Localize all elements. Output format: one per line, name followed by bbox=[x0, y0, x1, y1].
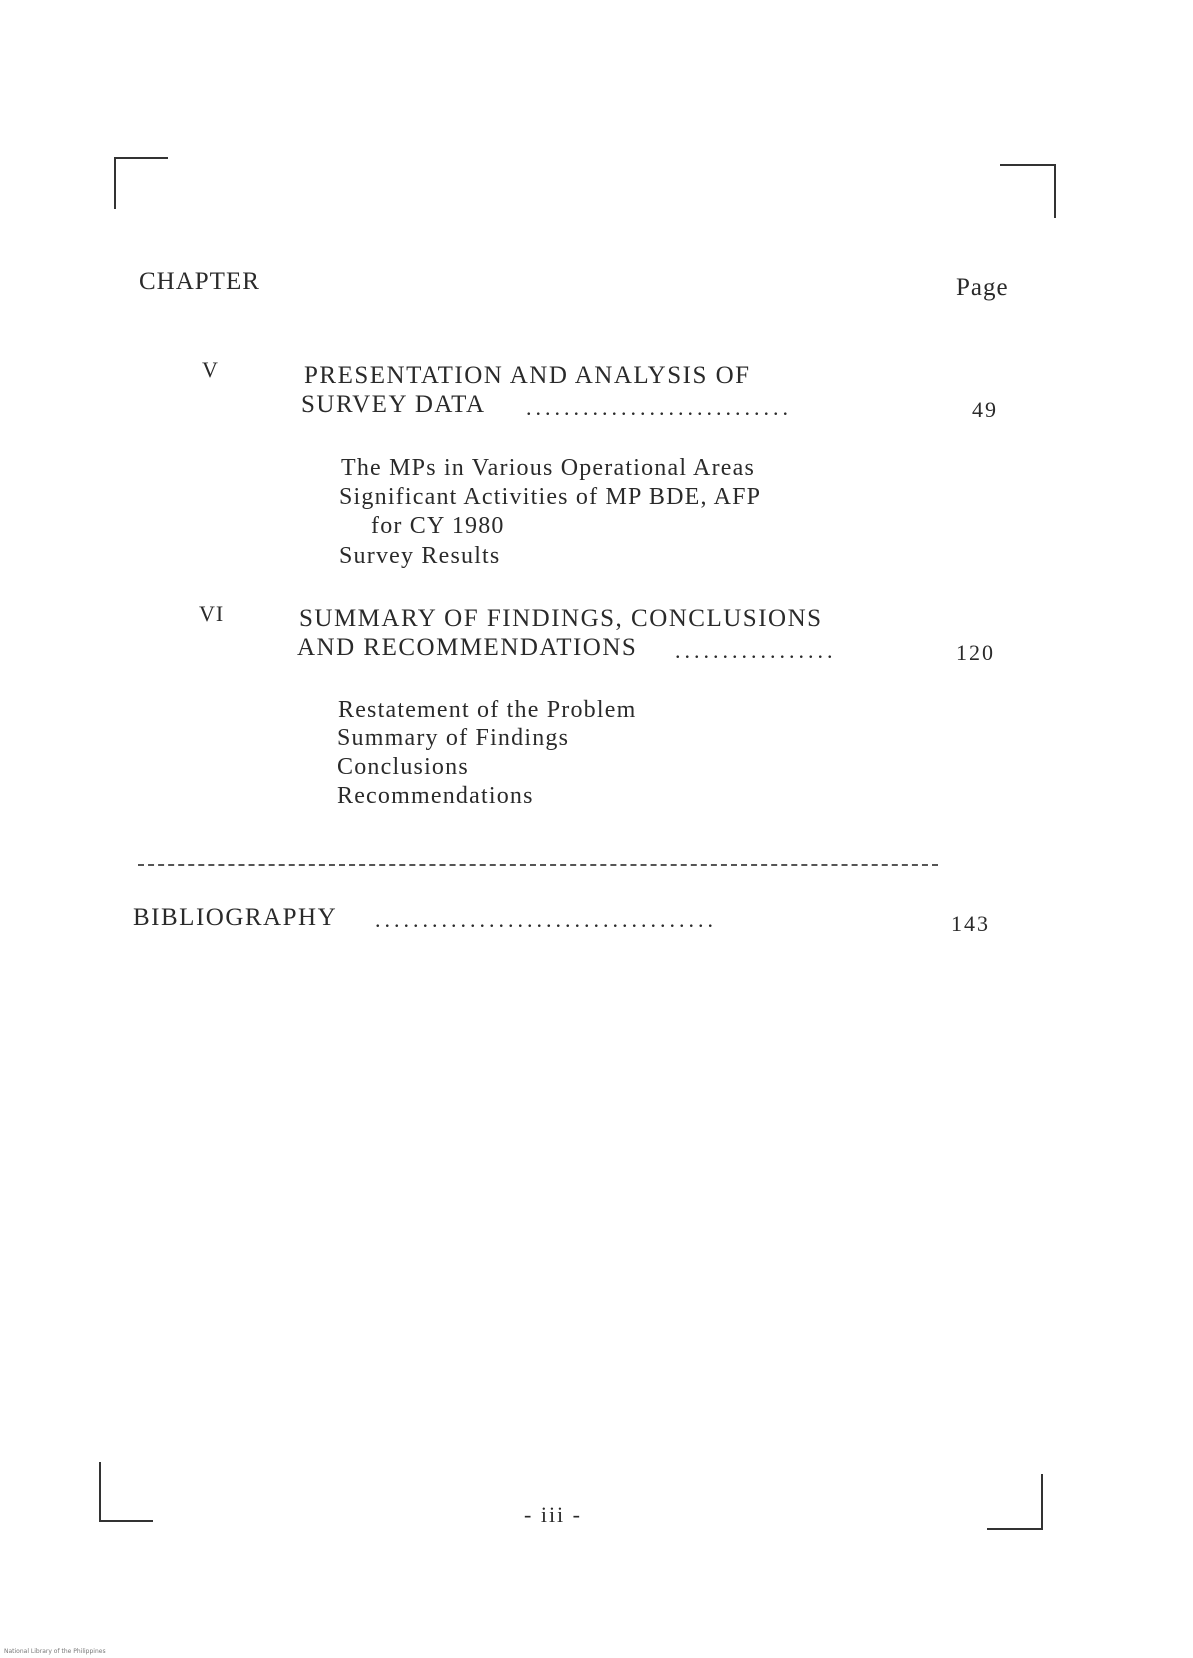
dashed-divider bbox=[138, 864, 938, 866]
crop-mark-bottom-left bbox=[99, 1462, 153, 1522]
chapter-title-line: AND RECOMMENDATIONS bbox=[297, 634, 638, 661]
chapter-number: VI bbox=[199, 601, 225, 626]
footer-page-number: - iii - bbox=[524, 1502, 582, 1527]
chapter-title-line: SUMMARY OF FINDINGS, CONCLUSIONS bbox=[299, 605, 823, 632]
scan-footer-text: National Library of the Philippines bbox=[4, 1648, 106, 1655]
subsection-item: for CY 1980 bbox=[371, 513, 505, 539]
dot-leader: ................. bbox=[675, 638, 837, 663]
chapter-page-number: 49 bbox=[972, 397, 998, 422]
chapter-title-line: SURVEY DATA bbox=[301, 391, 486, 418]
subsection-item: Summary of Findings bbox=[337, 725, 570, 751]
subsection-item: The MPs in Various Operational Areas bbox=[341, 455, 756, 481]
subsection-item: Restatement of the Problem bbox=[338, 697, 637, 723]
chapter-column-header: CHAPTER bbox=[139, 268, 260, 295]
subsection-item: Survey Results bbox=[339, 543, 501, 569]
chapter-number: V bbox=[202, 357, 219, 382]
dot-leader: ............................ bbox=[526, 395, 792, 420]
chapter-page-number: 120 bbox=[956, 640, 995, 665]
subsection-item: Significant Activities of MP BDE, AFP bbox=[339, 484, 762, 510]
bibliography-page-number: 143 bbox=[951, 911, 990, 936]
bibliography-label: BIBLIOGRAPHY bbox=[133, 904, 338, 931]
crop-mark-top-left bbox=[114, 157, 168, 209]
page-column-header: Page bbox=[956, 274, 1009, 301]
crop-mark-bottom-right bbox=[987, 1474, 1043, 1530]
chapter-title-line: PRESENTATION AND ANALYSIS OF bbox=[304, 362, 751, 389]
subsection-item: Recommendations bbox=[337, 783, 534, 809]
crop-mark-top-right bbox=[1000, 164, 1056, 218]
subsection-item: Conclusions bbox=[337, 754, 469, 780]
dot-leader: .................................... bbox=[375, 907, 717, 932]
